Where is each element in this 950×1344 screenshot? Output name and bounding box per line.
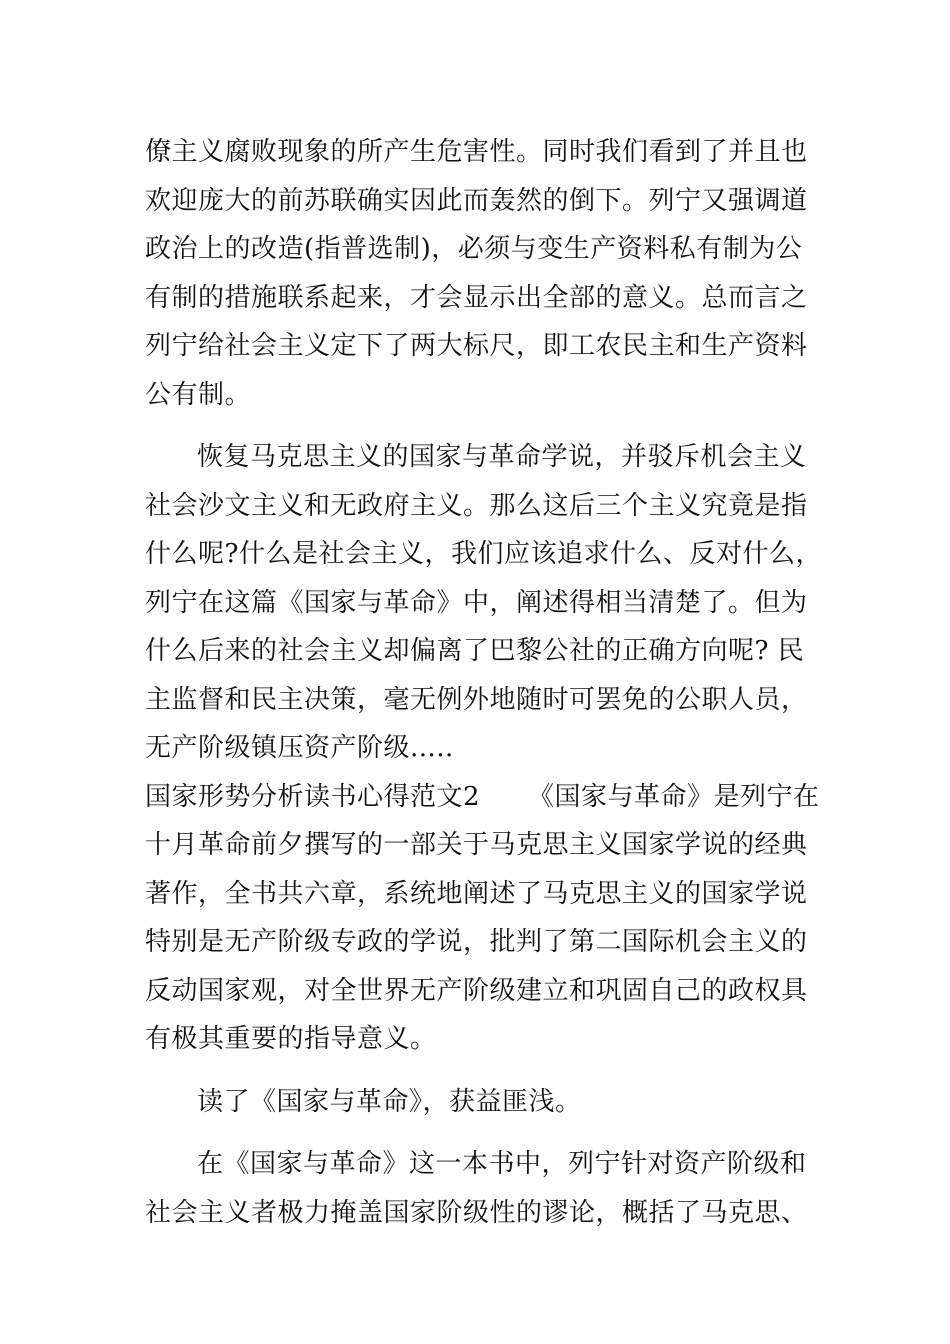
paragraph-spacer — [145, 1064, 815, 1078]
text-line: 无产阶级镇压资产阶级..... — [145, 733, 454, 763]
text-line: 僚主义腐败现象的所产生危害性。同时我们看到了并且也 — [145, 137, 808, 167]
text-line: 欢迎庞大的前苏联确实因此而轰然的倒下。列宁又强调道 — [145, 185, 808, 216]
text-line: 社会沙文主义和无政府主义。那么这后三个主义究竟是指 — [145, 490, 808, 521]
text-line: 有制的措施联系起来，才会显示出全部的意义。总而言之 — [145, 282, 808, 313]
text-line: 列宁在这篇《国家与革命》中，阐述得相当清楚了。但为 — [145, 587, 808, 618]
text-line: 在《国家与革命》这一本书中，列宁针对资产阶级和 — [197, 1149, 807, 1179]
document-body — [145, 128, 822, 1237]
text-line: 特别是无产阶级专政的学说，批判了第二国际机会主义的 — [145, 927, 808, 957]
paragraph — [145, 433, 822, 773]
text-line: 政治上的改造(指普选制)，必须与变生产资料私有制为公 — [145, 234, 803, 264]
section-first-line-text: 《国家与革命》是列宁在 — [528, 781, 820, 812]
text-line: 有极其重要的指导意义。 — [145, 1024, 437, 1054]
text-line: 十月革命前夕撰写的一部关于马克思主义国家学说的经典 — [145, 830, 808, 860]
text-line: 列宁给社会主义定下了两大标尺，即工农民主和生产资料 — [145, 331, 808, 361]
text-line: 恢复马克思主义的国家与革命学说，并驳斥机会主义 — [197, 442, 807, 472]
text-line: 读了《国家与革命》，获益匪浅。 — [197, 1086, 582, 1117]
paragraph — [145, 1078, 815, 1127]
paragraph-spacer — [145, 1126, 815, 1140]
paragraph — [145, 128, 815, 419]
text-line: 公有制。 — [145, 379, 252, 410]
paragraph-spacer — [145, 419, 815, 433]
text-line: 反动国家观，对全世界无产阶级建立和巩固自己的政权具 — [145, 975, 808, 1006]
paragraph — [145, 1140, 815, 1237]
text-line: 社会主义者极力掩盖国家阶级性的谬论，概括了马克思、 — [145, 1197, 808, 1228]
text-line: 主监督和民主决策，毫无例外地随时可罢免的公职人员， — [145, 684, 808, 715]
text-line: 著作，全书共六章，系统地阐述了马克思主义的国家学说 — [145, 878, 808, 909]
text-line: 什么后来的社会主义却偏离了巴黎公社的正确方向呢? 民 — [145, 636, 805, 666]
section-title: 国家形势分析读书心得范文2 — [145, 781, 481, 812]
section-first-line — [145, 773, 820, 822]
text-line: 什么呢?什么是社会主义，我们应该追求什么、反对什么， — [145, 539, 822, 569]
paragraph — [145, 773, 820, 1064]
